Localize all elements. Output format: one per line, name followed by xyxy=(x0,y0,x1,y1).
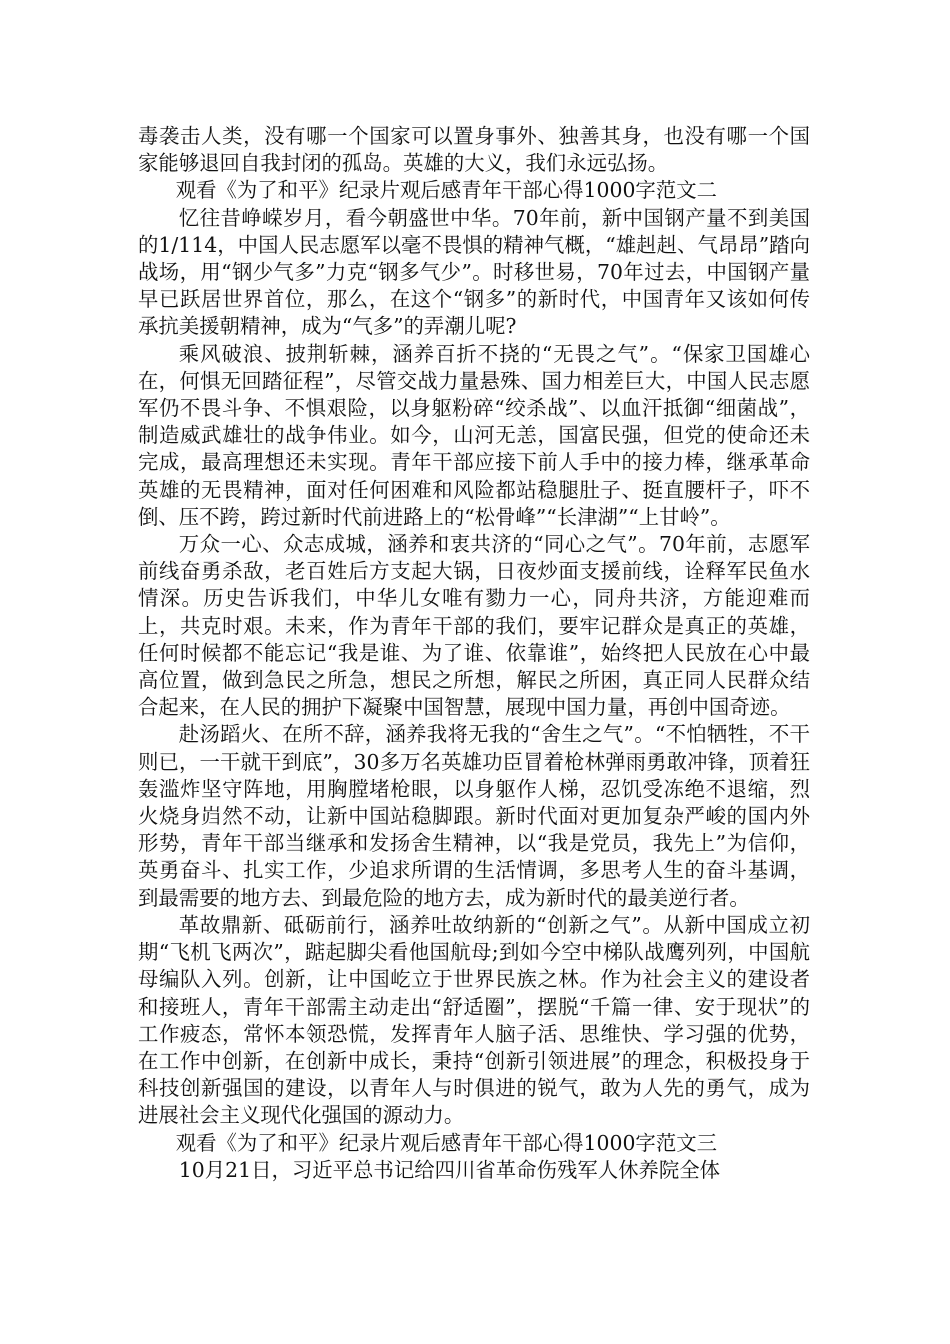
section-heading-3: 观看《为了和平》纪录片观后感青年干部心得1000字范文三 xyxy=(175,1130,717,1155)
paragraph-section-3-start: 10月21日，习近平总书记给四川省革命伤残军人休养院全体 xyxy=(178,1157,721,1182)
section-heading-2: 观看《为了和平》纪录片观后感青年干部心得1000字范文二 xyxy=(175,178,717,203)
paragraph-intro: 忆往昔峥嵘岁月，看今朝盛世中华。70年前，新中国钢产量不到美国的1/114，中国人民志愿军以毫不畏惧的精神气概，“雄赳赳、气昂昂”踏向战场，用“钢少气多”力克“钢多气少”。时移世易，70年过去，中国钢产量早已跃居世界首位，那么，在这个“钢多”的新时代，中国青年又该如何传承抗美援朝精神，成为“气多”的弄潮儿呢? xyxy=(138,205,810,339)
paragraph-sacrifice-spirit: 赴汤蹈火、在所不辞，涵养我将无我的“舍生之气”。“不怕牺牲，不干则已，一干就干到底”，30多万名英雄功臣冒着枪林弹雨勇敢冲锋，顶着狂轰滥炸坚守阵地，用胸膛堵枪眼，以身躯作人梯，忍饥受冻绝不退缩，烈火烧身岿然不动，让新中国站稳脚跟。新时代面对更加复杂严峻的国内外形势，青年干部当继承和发扬舍生精神，以“我是党员，我先上”为信仰，英勇奋斗、扎实工作，少追求所谓的生活情调，多思考人生的奋斗基调，到最需要的地方去、到最危险的地方去，成为新时代的最美逆行者。 xyxy=(138,722,810,910)
paragraph-fearless-spirit: 乘风破浪、披荆斩棘，涵养百折不挠的“无畏之气”。“保家卫国雄心在，何惧无回踏征程”，尽管交战力量悬殊、国力相差巨大，中国人民志愿军仍不畏斗争、不惧艰险，以身躯粉碎“绞杀战”、以血汗抵御“细菌战”，制造威武雄壮的战争伟业。如今，山河无恙，国富民强，但党的使命还未完成，最高理想还未实现。青年干部应接下前人手中的接力棒，继承革命英雄的无畏精神，面对任何困难和风险都站稳腿肚子、挺直腰杆子，吓不倒、压不跨，跨过新时代前进路上的“松骨峰”“长津湖”“上甘岭”。 xyxy=(138,341,810,529)
paragraph-unity-spirit: 万众一心、众志成城，涵养和衷共济的“同心之气”。70年前，志愿军前线奋勇杀敌，老百姓后方支起大锅，日夜炒面支援前线，诠释军民鱼水情深。历史告诉我们，中华儿女唯有勠力一心，同舟共济，方能迎难而上，共克时艰。未来，作为青年干部的我们，要牢记群众是真正的英雄，任何时候都不能忘记“我是谁、为了谁、依靠谁”，始终把人民放在心中最高位置，做到急民之所急，想民之所想，解民之所困，真正同人民群众结合起来，在人民的拥护下凝聚中国智慧，展现中国力量，再创中国奇迹。 xyxy=(138,532,810,720)
paragraph-continuation: 毒袭击人类，没有哪一个国家可以置身事外、独善其身，也没有哪一个国家能够退回自我封闭的孤岛。英雄的大义，我们永远弘扬。 xyxy=(138,124,810,176)
paragraph-innovation-spirit: 革故鼎新、砥砺前行，涵养吐故纳新的“创新之气”。从新中国成立初期“飞机飞两次”，踮起脚尖看他国航母;到如今空中梯队战鹰列列，中国航母编队入列。创新，让中国屹立于世界民族之林。作为社会主义的建设者和接班人，青年干部需主动走出“舒适圈”，摆脱“千篇一律、安于现状”的工作疲态，常怀本领恐慌，发挥青年人脑子活、思维快、学习强的优势，在工作中创新，在创新中成长，秉持“创新引领进展”的理念，积极投身于科技创新强国的建设，以青年人与时俱进的锐气，敢为人先的勇气，成为进展社会主义现代化强国的源动力。 xyxy=(138,912,810,1128)
document-body xyxy=(138,123,810,1184)
